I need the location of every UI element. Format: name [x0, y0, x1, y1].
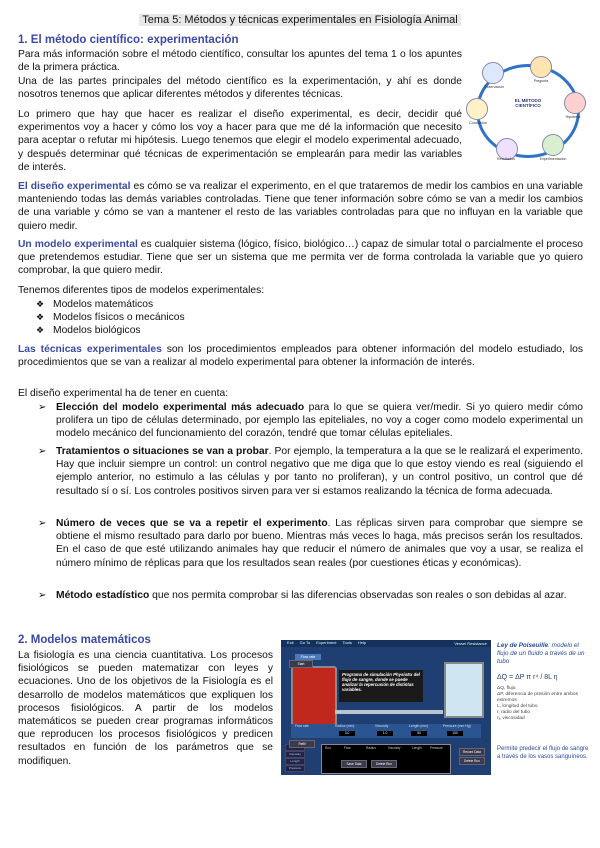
diagram-caption: Pregunta: [533, 79, 549, 83]
paragraph-experimentation: Una de las partes principales del método científico es la experimentación, y ahí es donde nosotros tenemos que aplicar diferentes métodos y diferentes técnicas.: [18, 76, 462, 101]
paragraph-techniques: Las técnicas experimentales son los procedimientos empleados para obtener información del modelo estudiado, los procedimientos que se van a realizar al modelo experimental para obtener la información de interés.: [18, 344, 583, 369]
question-icon: [530, 56, 552, 78]
list-item: ❖ Modelos físicos o mecánicos: [36, 311, 185, 324]
list-item: ❖ Modelos biológicos: [36, 324, 185, 337]
poiseuille-formula: ΔQ = ΔP π r⁴ / 8L η: [497, 674, 558, 681]
flow-tube: [335, 710, 443, 714]
paragraph-model-types: Tenemos diferentes tipos de modelos experimentales:: [18, 285, 265, 296]
diagram-center-label: EL MÉTODO CIENTÍFICO: [514, 98, 542, 108]
diagram-caption: Conclusión: [469, 121, 487, 125]
arrow-bullet-icon: ➢: [38, 446, 47, 457]
sim-caption: Programa de simulación PhysioEx del flujo de sangre, donde se puede analizar la repercusión de distintas variables.: [339, 670, 423, 702]
section-2-heading: 2. Modelos matemáticos: [18, 634, 151, 646]
sim-data-grid: Run Flow Radius Viscosity Length Pressure: [321, 744, 451, 774]
scientific-method-diagram: [468, 54, 588, 164]
paragraph-math-models: La fisiología es una ciencia cuantitativa. Los procesos fisiológicos se pueden matematizar con leyes y ecuaciones. Uno de los objetivos de la Fisiología es el desarrollo de modelos matemáticos que expliquen los procesos fisiológicos. A partir de los modelos matemáticos se pueden crear programas informáticos que reproducen los procesos fisiológicos y predicen resultados en función de los parámetros que se modifiquen.: [18, 650, 273, 767]
experiment-icon: [542, 134, 564, 156]
diagram-caption: Hipótesis: [565, 115, 581, 119]
right-beaker: [444, 662, 484, 718]
hypothesis-icon: [564, 92, 586, 114]
diagram-caption: Experimentación: [539, 157, 567, 161]
arrow-bullet-icon: ➢: [38, 590, 47, 601]
physioex-simulator-screenshot: Exit Go To Experiment Tools Help Vessel Resistance Flow rate Programa de simulación PhysioEx del flujo de sangre, donde se puede analizar la repercusión de distintas variables. Flow rate Radius (mm) Viscosity Length (mm) Pressure (mm Hg) 3.0 1.0 50 100 Viscosity Length Pressure Run Flow Radius Viscosity Length Pressure Start Refill Record Data Delete Run Save Data Delete Run: [281, 640, 491, 775]
sim-controls: Flow rate Radius (mm) Viscosity Length (mm) Pressure (mm Hg) 3.0 1.0 50 100: [291, 724, 481, 738]
list-item: ❖ Modelos matemáticos: [36, 298, 185, 311]
list-item: ➢ Tratamientos o situaciones se van a probar. Por ejemplo, la temperatura a la que se le realizará el experimento. Hay que incluir siempre un control: un control negativo que me diga que lo que estoy viendo es real (siguiendo el ejemplo anterior, no estimulo a las células y por tanto no proliferan), y un control positivo, un control que dé resultado sí o sí. Los controles positivos sirven para ver si estamos realizando la técnica de forma adecuada.: [38, 446, 583, 497]
left-beaker: [291, 666, 337, 726]
paragraph-model: Un modelo experimental es cualquier sistema (lógico, físico, biológico…) capaz de simular total o parcialmente el proceso que pretendemos estudiar. Tiene que ser un sistema que me permita ver de forma controlada la variable que yo quiero comprobar, la que quiero medir.: [18, 239, 584, 277]
list-item: ➢ Número de veces que se va a repetir el experimento. Las réplicas sirven para comprobar que siempre se obtiene el mismo resultado para darlo por bueno. Mientras más veces lo haga, más precisos serán los resultados. En el caso de que esté utilizando animales hay que reducir el número de animales que voy a usar, se realiza el número mínimo de réplicas para que los resultados sean reales (por cuestiones éticas y económicas).: [38, 518, 583, 569]
conclusion-icon: [466, 98, 488, 120]
sim-menubar: Exit Go To Experiment Tools Help: [281, 640, 491, 647]
sim-title: Vessel Resistance: [454, 641, 487, 646]
sim-flow-label: Flow rate: [295, 654, 321, 660]
document-title: Tema 5: Métodos y técnicas experimentales en Fisiología Animal: [0, 14, 600, 26]
arrow-bullet-icon: ➢: [38, 402, 47, 413]
list-item: ➢ Método estadístico que nos permita comprobar si las diferencias observadas son reales o son debidas al azar.: [38, 590, 567, 601]
list-item: ➢ Elección del modelo experimental más adecuado para lo que se quiera ver/medir. Si yo quiero medir cómo prolifera un tipo de células determinado, por ejemplo las epiteliales, no voy a coger como modelo experimental un modelo mecánico del funcionamiento del corazón, tendré que tomar células epiteliales.: [38, 402, 583, 440]
paragraph-design-steps: Lo primero que hay que hacer es realizar el diseño experimental, es decir, decidir qué experimentos voy a hacer y cómo los voy a hacer para que me dé la información que necesito para aceptar o refutar mi hipótesis. Luego tenemos que elegir el modelo experimental adecuado, y después determinar qué técnicas de experimentación se emplearán para medir las variables de interés.: [18, 109, 462, 173]
paragraph-intro: Para más información sobre el método científico, consultar los apuntes del tema 1 o los apuntes de la primera práctica.: [18, 49, 462, 74]
model-types-list: [36, 298, 185, 338]
poiseuille-legend: ΔQ, flujo ΔP, diferencia de presión entre ambos extremos L, longitud del tubo r, radio del tubo η, viscosidad: [497, 686, 578, 721]
arrow-bullet-icon: ➢: [38, 518, 47, 529]
diagram-caption: Observación: [483, 85, 505, 89]
poiseuille-prediction-note: Permite predecir el flujo de sangre a través de los vasos sanguíneos.: [497, 746, 589, 760]
paragraph-design-considerations: El diseño experimental ha de tener en cuenta:: [18, 388, 229, 399]
paragraph-design: El diseño experimental es cómo se va realizar el experimento, en el que trataremos de medir los cambios en una variable manteniendo todas las demás variables controladas. Tiene que tener información sobre cómo se van a medir los cambios de una variable y cómo se van a mantener el resto de las variables controladas para que no influyan en la variable que quiero medir.: [18, 181, 583, 232]
diagram-caption: Resultados: [497, 157, 515, 161]
section-1-heading: 1. El método científico: experimentación: [18, 34, 239, 46]
poiseuille-law-note: Ley de Poiseuille: modelo el flujo de un fluido a través de un tubo: [497, 642, 585, 665]
observation-icon: [482, 62, 504, 84]
